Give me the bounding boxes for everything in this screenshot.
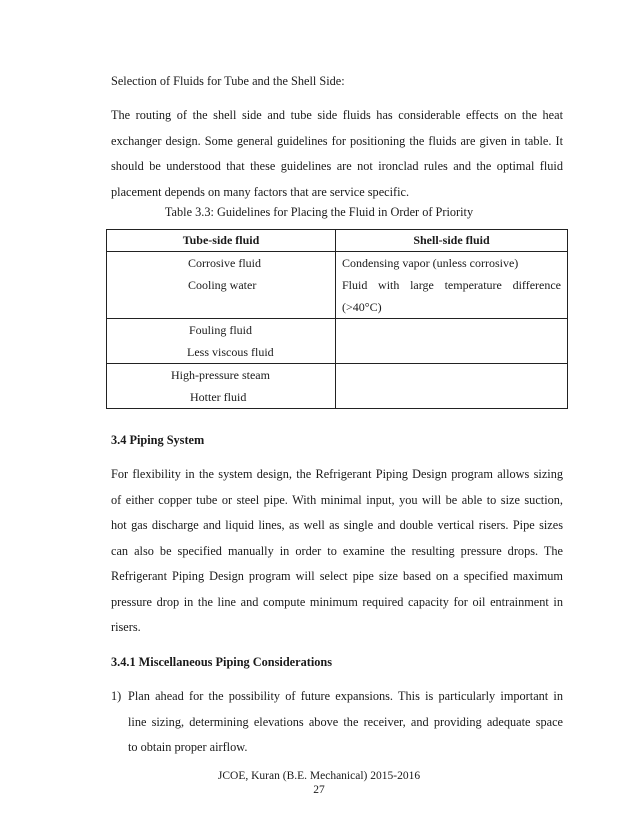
misc-piping-heading: 3.4.1 Miscellaneous Piping Considerations (111, 655, 333, 669)
list-item-line: to obtain proper airflow. (128, 740, 248, 754)
intro-paragraph-line: The routing of the shell side and tube side fluids has considerable effects on the heat (111, 108, 563, 122)
intro-paragraph-line: exchanger design. Some general guidelines for positioning the fluids are given in table. It (111, 134, 563, 148)
page-number: 27 (313, 784, 325, 796)
shell-side-cell (336, 319, 568, 364)
table-header-row (107, 230, 568, 252)
piping-paragraph-line: For flexibility in the system design, the Refrigerant Piping Design program allows sizing (111, 467, 563, 481)
shell-fluid-item: (>40°C) (342, 300, 382, 314)
list-item-line: Plan ahead for the possibility of future expansions. This is particularly important in (128, 689, 563, 703)
piping-system-heading: 3.4 Piping System (111, 433, 205, 447)
list-item-number: 1) (111, 689, 122, 703)
tube-side-cell (107, 252, 336, 319)
piping-paragraph-line: of either copper tube or steel pipe. With minimal input, you will be able to size suction, (111, 493, 563, 507)
tube-fluid-item: Fouling fluid (189, 323, 253, 337)
intro-paragraph-line: should be understood that these guidelines are not ironclad rules and the optimal fluid (111, 159, 563, 173)
tube-fluid-item: Cooling water (188, 278, 257, 292)
list-item-line: line sizing, determining elevations above the receiver, and providing adequate space (128, 715, 563, 729)
footer-institution: JCOE, Kuran (B.E. Mechanical) 2015-2016 (217, 770, 421, 782)
shell-side-cell (336, 364, 568, 409)
shell-side-header: Shell-side fluid (336, 230, 568, 252)
table-row (107, 319, 568, 364)
table-caption: Table 3.3: Guidelines for Placing the Fluid in Order of Priority (164, 205, 474, 219)
intro-paragraph-line: placement depends on many factors that are service specific. (111, 185, 410, 199)
tube-side-cell (107, 364, 336, 409)
tube-fluid-item: High-pressure steam (171, 368, 270, 382)
shell-fluid-item: Fluid with large temperature difference (342, 278, 561, 292)
piping-paragraph-line: Refrigerant Piping Design program will select pipe size based on a specified maximum (111, 569, 563, 583)
piping-paragraph-line: can also be specified manually in order to examine the resulting pressure drops. The (111, 544, 563, 558)
fluid-placement-table (106, 229, 568, 409)
piping-paragraph-line: hot gas discharge and liquid lines, as well as single and double vertical risers. Pipe sizes (111, 518, 563, 532)
tube-side-header: Tube-side fluid (107, 230, 336, 252)
fluid-selection-heading: Selection of Fluids for Tube and the Shell Side: (111, 74, 345, 88)
table-row (107, 252, 568, 319)
piping-paragraph-line: pressure drop in the line and compute minimum required capacity for oil entrainment in (111, 595, 563, 609)
tube-fluid-item: Corrosive fluid (188, 256, 261, 270)
tube-side-cell (107, 319, 336, 364)
tube-fluid-item: Hotter fluid (190, 390, 247, 404)
table-row (107, 364, 568, 409)
shell-side-cell (336, 252, 568, 319)
piping-paragraph-line: risers. (111, 620, 141, 634)
shell-fluid-item: Condensing vapor (unless corrosive) (342, 256, 519, 270)
tube-fluid-item: Less viscous fluid (187, 345, 274, 359)
